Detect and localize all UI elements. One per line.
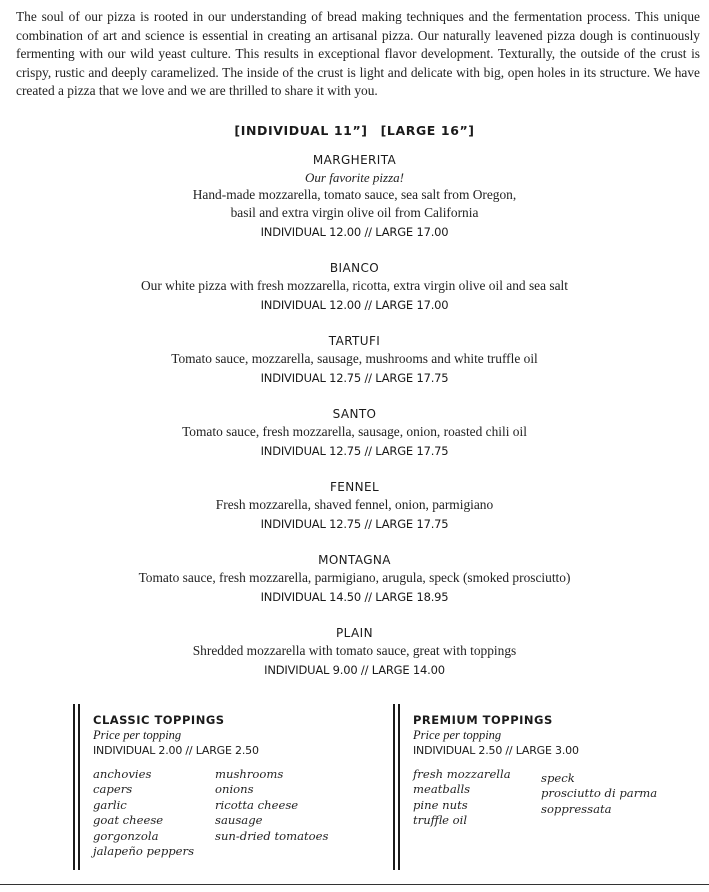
topping-item: pine nuts (413, 797, 468, 812)
pizza-name: MARGHERITA (312, 153, 397, 167)
premium-toppings-title: PREMIUM TOPPINGS (413, 713, 553, 727)
pizza-description-line: basil and extra virgin olive oil from California (230, 205, 479, 220)
pizza-name: BIANCO (329, 261, 380, 275)
pizza-name: PLAIN (336, 626, 373, 640)
premium-toppings-box (393, 704, 693, 872)
premium-toppings-column-2 (541, 767, 657, 829)
pizza-price: INDIVIDUAL 12.75 // LARGE 17.75 (260, 517, 449, 531)
pizza-plain (0, 624, 709, 680)
pizza-tartufi (0, 332, 709, 388)
size-individual-label: [INDIVIDUAL 11”] (234, 123, 368, 138)
pizza-name: SANTO (332, 407, 377, 421)
topping-item: onions (215, 782, 254, 797)
pizza-description-line: Hand-made mozzarella, tomato sauce, sea salt from Oregon, (192, 187, 517, 202)
pizza-tagline: Our favorite pizza! (305, 170, 404, 185)
pizza-description-line: Our white pizza with fresh mozzarella, ricotta, extra virgin olive oil and sea salt (141, 278, 568, 293)
pizza-description-line: Tomato sauce, fresh mozzarella, parmigiano, arugula, speck (smoked prosciutto) (138, 570, 571, 585)
pizza-price: INDIVIDUAL 12.75 // LARGE 17.75 (260, 371, 449, 385)
pizza-price: INDIVIDUAL 12.00 // LARGE 17.00 (260, 225, 449, 239)
topping-item: meatballs (413, 782, 471, 797)
classic-toppings-box (73, 704, 373, 872)
topping-item: prosciutto di parma (541, 786, 658, 801)
topping-item: soppressata (541, 801, 612, 816)
pizza-price: INDIVIDUAL 14.50 // LARGE 18.95 (260, 590, 449, 604)
double-rule-divider (393, 704, 400, 870)
topping-item: truffle oil (413, 813, 468, 828)
topping-item: fresh mozzarella (413, 767, 511, 781)
pizza-montagna (0, 551, 709, 607)
topping-item: ricotta cheese (215, 797, 299, 812)
pizza-description-line: Tomato sauce, mozzarella, sausage, mushrooms and white truffle oil (171, 351, 538, 366)
pizza-name: FENNEL (329, 480, 380, 494)
topping-item: sausage (215, 813, 263, 828)
topping-item: garlic (93, 797, 127, 812)
pizza-fennel (0, 478, 709, 534)
topping-item: goat cheese (93, 813, 164, 828)
premium-toppings-column-1 (413, 767, 541, 829)
pizza-price: INDIVIDUAL 12.00 // LARGE 17.00 (260, 298, 449, 312)
premium-toppings-subtitle: Price per topping (413, 728, 502, 742)
pizza-price: INDIVIDUAL 9.00 // LARGE 14.00 (264, 663, 445, 677)
premium-toppings-price: INDIVIDUAL 2.50 // LARGE 3.00 (413, 744, 579, 757)
pizza-price: INDIVIDUAL 12.75 // LARGE 17.75 (260, 444, 449, 458)
pizza-name: TARTUFI (328, 334, 381, 348)
pizza-description-line: Shredded mozzarella with tomato sauce, great with toppings (192, 643, 517, 658)
intro-paragraph: The soul of our pizza is rooted in our understanding of bread making techniques and the fermentation process. This unique combination of art and science is essential in creating an artisanal pizza. Our naturally leavened pizza dough is continuously fermenting with our wild yeast culture. This results in exceptional flavor development. Texturally, the outside of the crust is crispy, rustic and deeply caramelized. The inside of the crust is light and delicate with big, open holes in its structure. We have created a pizza that we love and we are thrilled to share it with you. (16, 9, 700, 99)
classic-toppings-column-2 (215, 767, 328, 859)
pizza-description-line: Fresh mozzarella, shaved fennel, onion, parmigiano (215, 497, 494, 512)
topping-item: mushrooms (215, 767, 284, 781)
topping-item: speck (541, 771, 575, 785)
pizza-margherita (0, 151, 709, 242)
topping-item: gorgonzola (93, 828, 159, 843)
page-bottom-rule (0, 884, 709, 885)
pizza-description-line: Tomato sauce, fresh mozzarella, sausage, onion, roasted chili oil (182, 424, 527, 439)
size-legend (0, 123, 709, 138)
pizza-name: MONTAGNA (318, 553, 391, 567)
classic-toppings-subtitle: Price per topping (93, 728, 182, 742)
topping-item: anchovies (93, 767, 152, 781)
topping-item: sun-dried tomatoes (215, 828, 329, 843)
topping-item: jalapeño peppers (93, 844, 195, 859)
classic-toppings-column-1 (93, 767, 215, 859)
double-rule-divider (73, 704, 80, 870)
pizza-bianco (0, 259, 709, 315)
classic-toppings-price: INDIVIDUAL 2.00 // LARGE 2.50 (93, 744, 259, 757)
pizza-santo (0, 405, 709, 461)
classic-toppings-title: CLASSIC TOPPINGS (93, 713, 225, 727)
size-large-label: [LARGE 16”] (380, 123, 475, 138)
topping-item: capers (93, 782, 133, 797)
